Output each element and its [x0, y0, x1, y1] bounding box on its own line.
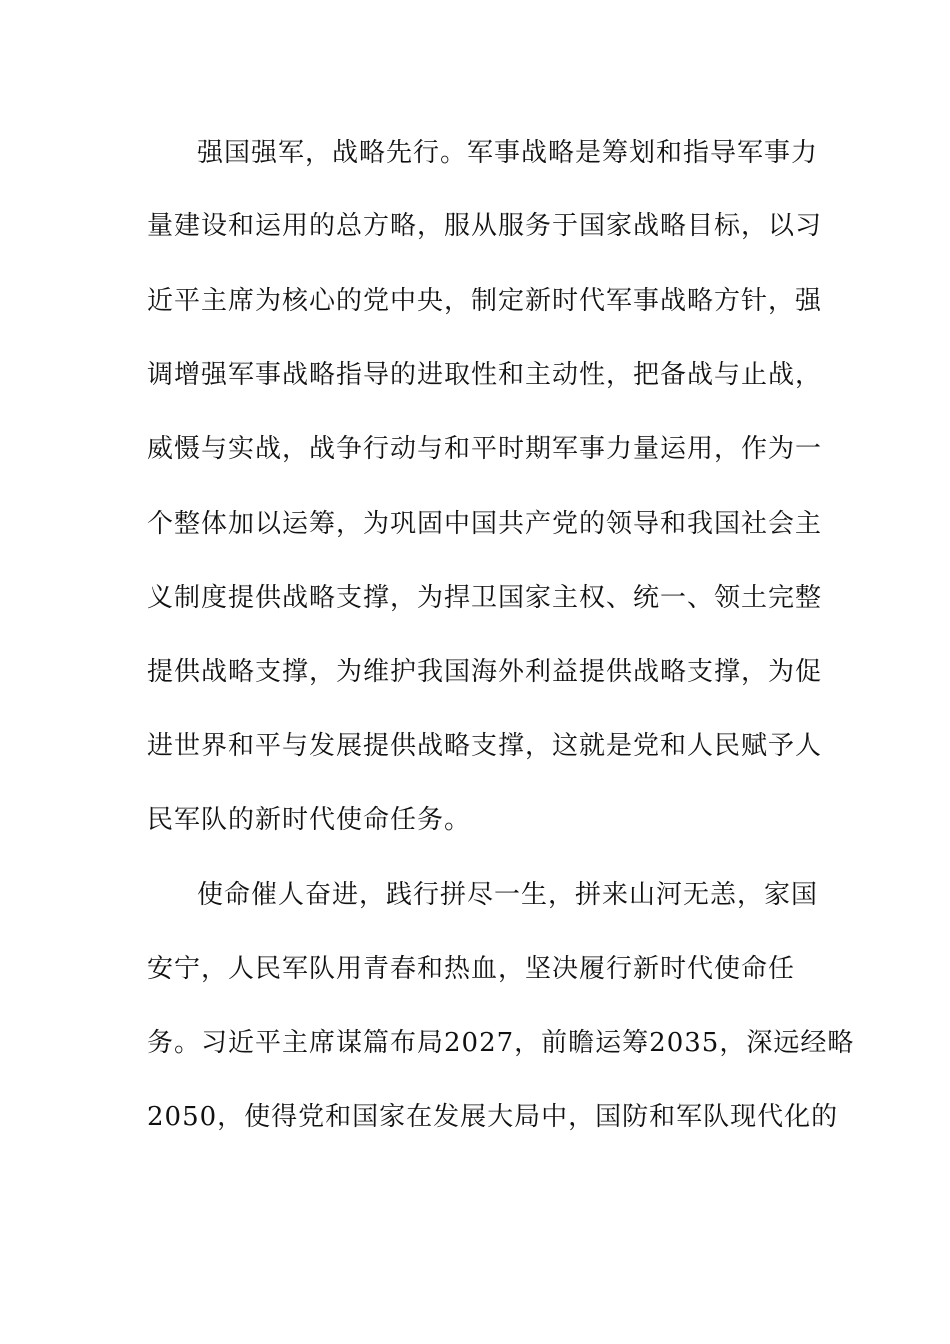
paragraph-line: 量建设和运用的总方略，服从服务于国家战略目标，以习 — [147, 211, 823, 241]
paragraph-line: 威慑与实战，战争行动与和平时期军事力量运用，作为一 — [147, 434, 823, 464]
paragraph-line: 强国强军，战略先行。军事战略是筹划和指导军事力 — [197, 138, 819, 168]
paragraph-line: 个整体加以运筹，为巩固中国共产党的领导和我国社会主 — [147, 509, 823, 539]
paragraph-line: 近平主席为核心的党中央，制定新时代军事战略方针，强 — [147, 286, 823, 316]
paragraph-line: 民军队的新时代使命任务。 — [147, 805, 472, 835]
paragraph-line: 义制度提供战略支撑，为捍卫国家主权、统一、领土完整 — [147, 583, 823, 613]
paragraph-line: 务。习近平主席谋篇布局2027，前瞻运筹2035，深远经略 — [147, 1028, 855, 1058]
paragraph-line: 调增强军事战略指导的进取性和主动性，把备战与止战， — [147, 360, 823, 390]
paragraph-line: 2050，使得党和国家在发展大局中，国防和军队现代化的 — [147, 1102, 839, 1132]
paragraph-line: 使命催人奋进，践行拼尽一生，拼来山河无恙，家国 — [197, 880, 819, 910]
paragraph-line: 提供战略支撑，为维护我国海外利益提供战略支撑，为促 — [147, 657, 823, 687]
paragraph-line: 安宁，人民军队用青春和热血，坚决履行新时代使命任 — [147, 954, 796, 984]
paragraph-line: 进世界和平与发展提供战略支撑，这就是党和人民赋予人 — [147, 731, 823, 761]
